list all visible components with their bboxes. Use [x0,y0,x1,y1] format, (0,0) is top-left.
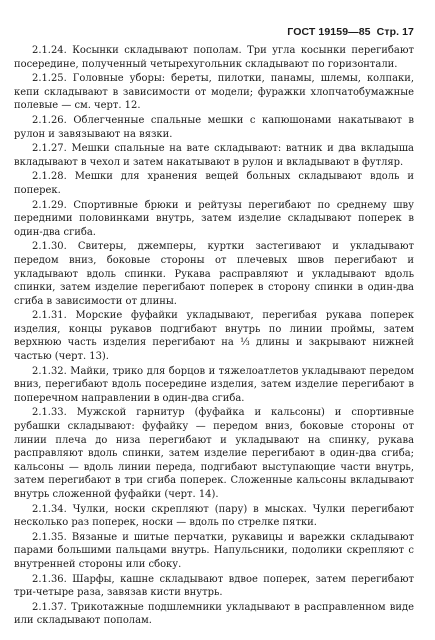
paragraph-2-1-28: 2.1.28. Мешки для хранения вещей больных складывают вдоль и поперек. [14,171,414,196]
page-header [14,26,414,38]
paragraph-2-1-26: 2.1.26. Облегченные спальные мешки с капюшонами накатывают в рулон и завязывают на вязки. [14,114,414,140]
paragraph-2-1-34: 2.1.34. Чулки, носки скрепляют (пару) в мысках. Чулки перегибают несколько раз поперек, носки — вдоль по стрелке пятки. [14,503,414,529]
paragraph-2-1-24: 2.1.24. Косынки складывают пополам. Три угла косынки перегибают посередине, полученный четырехугольник складывают по горизонтали. [14,45,414,70]
paragraph-2-1-25: 2.1.25. Головные уборы: береты, пилотки, панамы, шлемы, колпаки, кепи складывают в зависимости от модели; фуражки хлопчатобумажные полевые — см. черт. 12. [14,73,414,112]
document-page [14,26,414,629]
paragraph-2-1-36: 2.1.36. Шарфы, кашне складывают вдвое поперек, затем перегибают три-четыре раза, завязав кисти внутрь. [14,573,414,599]
paragraph-2-1-32: 2.1.32. Майки, трико для борцов и тяжелоатлетов укладывают передом вниз, перегибают вдоль посередине изделия, затем изделие перегибают в поперечном направлении в один-два сгиба. [14,365,414,404]
paragraph-2-1-31: 2.1.31. Морские фуфайки укладывают, перегибая рукава поперек изделия, концы рукавов подгибают внутрь по линии проймы, затем верхнюю часть изделия перегибают на ⅓ длины и закрывают нижней частью (черт. 13). [14,310,414,363]
paragraph-2-1-35: 2.1.35. Вязаные и шитые перчатки, рукавицы и варежки складывают парами большими пальцами внутрь. Напульсники, подолики скрепляют с внутренней стороны или сбоку. [14,531,414,570]
paragraph-2-1-33: 2.1.33. Мужской гарнитур (фуфайка и кальсоны) и спортивные рубашки складывают: фуфайку — передом вниз, боковые стороны от линии плеча до низа перегибают и укладывают на спинку, рукава расправляют вдоль спинки, затем изделие перегибают в один-два сгиба; кальсоны — вдоль линии переда, подгибают выступающие части внутрь, затем перегибают в три сгиба поперек. Сложенные кальсоны вкладывают внутрь сложенной фуфайки (черт. 14). [14,407,414,500]
paragraph-2-1-29: 2.1.29. Спортивные брюки и рейтузы перегибают по среднему шву передними половинками внутрь, затем изделие складывают поперек в один-два сгиба. [14,199,414,238]
paragraph-2-1-27: 2.1.27. Мешки спальные на вате складывают: ватник и два вкладыша вкладывают в чехол и затем накатывают в рулон и вкладывают в футляр. [14,143,414,168]
standard-number: ГОСТ 19159—85 [287,26,371,38]
page-number: Стр. 17 [376,26,414,38]
document-body [14,44,414,628]
paragraph-2-1-30: 2.1.30. Свитеры, джемперы, куртки застегивают и укладывают передом вниз, боковые стороны от плечевых швов перегибают и укладывают вдоль спинки. Рукава расправляют и укладывают вдоль спинки, затем изделие перегибают поперек в сторону спинки в один-два сгиба в зависимости от длины. [14,241,414,307]
paragraph-2-1-37: 2.1.37. Трикотажные подшлемники укладывают в расправленном виде или складывают пополам. [14,601,414,627]
